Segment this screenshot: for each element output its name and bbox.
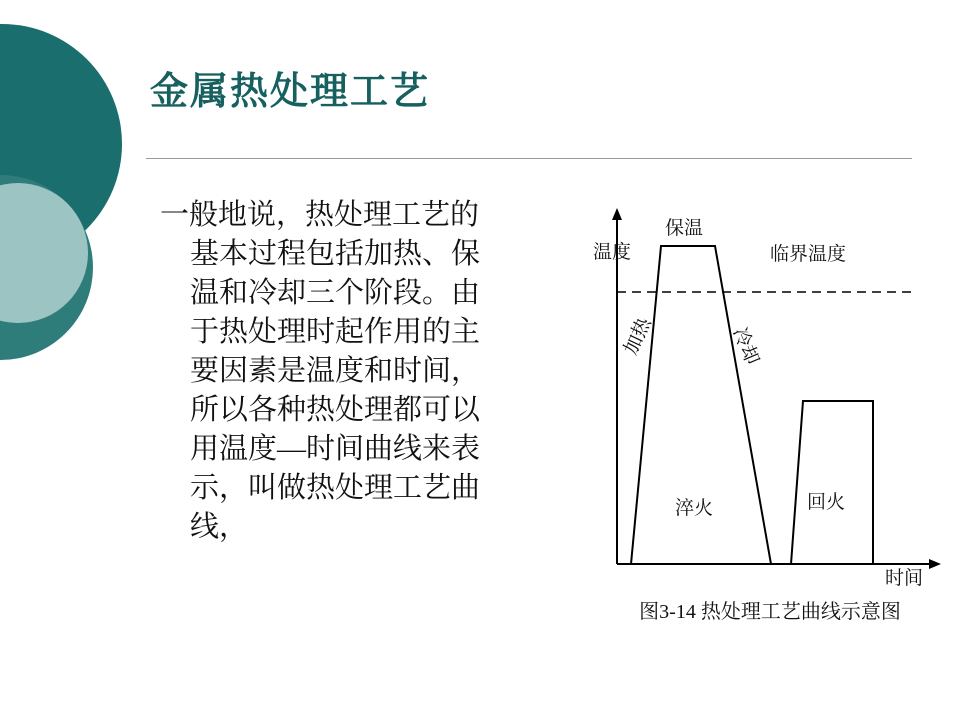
- x-axis-label: 时间: [885, 568, 924, 589]
- y-axis-arrow: [612, 208, 622, 220]
- heating-label: 加热: [620, 314, 656, 359]
- hold-label: 保温: [665, 218, 704, 239]
- body-line: 温和冷却三个阶段。由: [190, 277, 481, 309]
- y-axis-label: 温度: [593, 242, 632, 263]
- body-line: 基本过程包括加热、保: [190, 238, 481, 270]
- title-divider: [146, 158, 912, 159]
- tempering-label: 回火: [807, 492, 846, 513]
- body-line: 用温度—时间曲线来表: [190, 433, 481, 465]
- body-line: 一般地说，热处理工艺的: [160, 199, 480, 231]
- cooling-label: 冷却: [728, 324, 763, 368]
- body-line: 于热处理时起作用的主: [190, 316, 481, 348]
- page-title: 金属热处理工艺: [150, 71, 431, 113]
- body-paragraph: [160, 196, 600, 547]
- body-line: 线，: [190, 511, 249, 543]
- heat-treatment-curve-svg: [585, 196, 945, 596]
- quenching-label: 淬火: [675, 498, 714, 519]
- heat-treatment-curve-figure: [585, 196, 945, 626]
- critical-temp-label: 临界温度: [770, 244, 847, 265]
- body-line: 要因素是温度和时间，: [190, 355, 481, 387]
- x-axis-arrow: [929, 559, 941, 569]
- body-line: 示，叫做热处理工艺曲: [190, 472, 481, 504]
- figure-caption: 图3-14 热处理工艺曲线示意图: [639, 601, 901, 623]
- body-line: 所以各种热处理都可以: [190, 394, 481, 426]
- process-curve: [617, 246, 873, 564]
